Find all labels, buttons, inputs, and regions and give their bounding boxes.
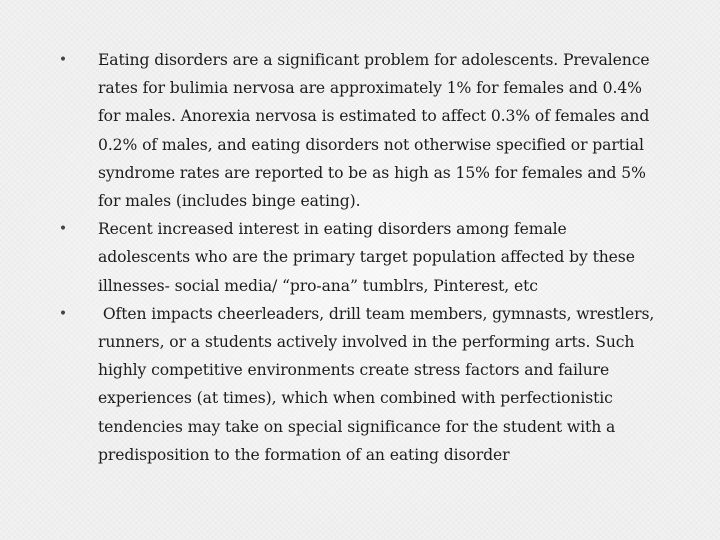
- bullet-list: [56, 46, 660, 469]
- bullet-point-icon: •: [58, 221, 68, 238]
- bullet-text-social-media: Recent increased interest in eating disorders among female adolescents who are the primary target population affected by these illnesses- social media/ “pro-ana” tumblrs, Pinterest, etc: [98, 220, 635, 295]
- bullet-point-icon: •: [58, 52, 68, 68]
- bullet-text-activities: Often impacts cheerleaders, drill team members, gymnasts, wrestlers, runners, or a students actively involved in the performing arts. Such highly competitive environments create stress factors and failure experiences (at times), which when combined with perfectionistic tendencies may take on special significance for the student with a predisposition to the formation of an eating disorder: [98, 304, 660, 464]
- bullet-item-social-media: [56, 215, 656, 300]
- bullet-point-icon: •: [58, 305, 68, 322]
- bullet-item-prevalence: [56, 46, 656, 215]
- bullet-item-activities: [56, 300, 660, 469]
- bullet-text-prevalence: Eating disorders are a significant problem for adolescents. Prevalence rates for bulimia nervosa are approximately 1% for females and 0.4% for males. Anorexia nervosa is estimated to affect 0.3% of females and 0.2% of males, and eating disorders not otherwise specified or partial syndrome rates are reported to be as high as 15% for females and 5% for males (includes binge eating).: [98, 51, 650, 211]
